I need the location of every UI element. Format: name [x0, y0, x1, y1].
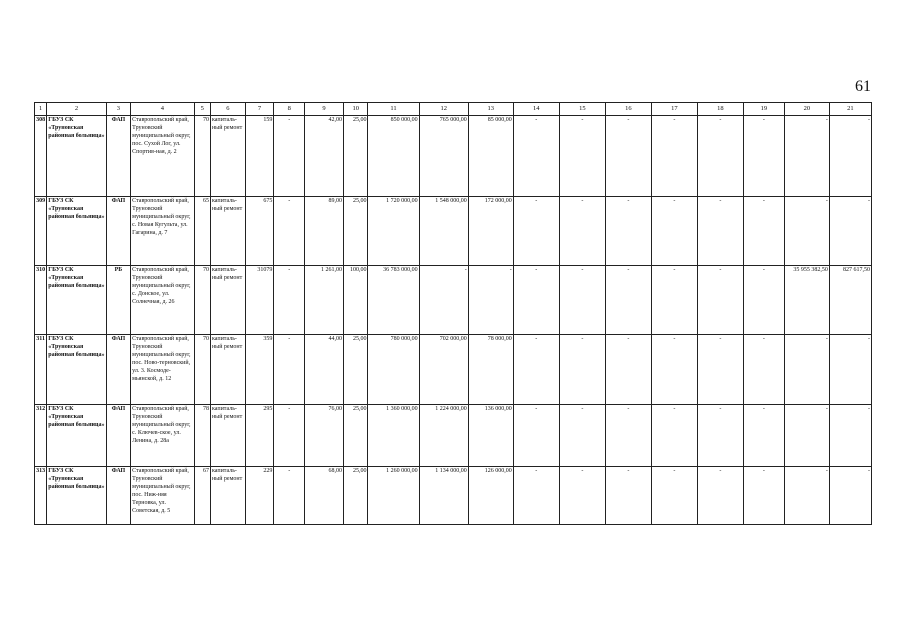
cell-col-19: -	[743, 335, 784, 405]
cell-col-7: 359	[245, 335, 274, 405]
cell-col-20: 35 955 382,50	[784, 266, 829, 335]
work-type: капиталь-ный ремонт	[210, 467, 245, 525]
cell-col-16: -	[605, 467, 651, 525]
column-header: 8	[274, 103, 305, 116]
cell-col-19: -	[743, 405, 784, 467]
cell-col-21: -	[829, 335, 871, 405]
cell-col-20: -	[784, 116, 829, 197]
column-header: 15	[559, 103, 605, 116]
cell-col-13: -	[468, 266, 513, 335]
cell-col-13: 78 000,00	[468, 335, 513, 405]
facility-address: Ставропольский край, Труновский муниципальный округ, пос. Ново-терновский, ул. 3. Космоде-мьянской, д. 12	[131, 335, 194, 405]
cell-col-12: 1 134 000,00	[419, 467, 468, 525]
column-header: 1	[35, 103, 47, 116]
column-header: 6	[210, 103, 245, 116]
header-row	[35, 103, 872, 116]
cell-col-9: 89,00	[305, 197, 344, 266]
cell-col-18: -	[697, 266, 743, 335]
facility-type: РБ	[106, 266, 131, 335]
facility-type: ФАП	[106, 467, 131, 525]
cell-col-13: 172 000,00	[468, 197, 513, 266]
column-header: 7	[245, 103, 274, 116]
table-row	[35, 266, 872, 335]
facility-type: ФАП	[106, 197, 131, 266]
cell-col-9: 42,00	[305, 116, 344, 197]
cell-col-8: -	[274, 467, 305, 525]
cell-col-21: 827 617,50	[829, 266, 871, 335]
page-number: 61	[855, 78, 871, 95]
row-number: 311	[35, 335, 47, 405]
organization-name: ГБУЗ СК «Труновская районная больница»	[47, 405, 106, 467]
facility-type: ФАП	[106, 405, 131, 467]
cell-col-18: -	[697, 116, 743, 197]
cell-col-14: -	[513, 266, 559, 335]
column-header: 19	[743, 103, 784, 116]
cell-col-11: 1 720 000,00	[368, 197, 419, 266]
cell-col-19: -	[743, 266, 784, 335]
cell-col-10: 25,00	[343, 197, 368, 266]
cell-col-21: -	[829, 467, 871, 525]
cell-col-20: -	[784, 197, 829, 266]
cell-col-20: -	[784, 335, 829, 405]
cell-col-11: 780 000,00	[368, 335, 419, 405]
cell-col-10: 100,00	[343, 266, 368, 335]
table-row	[35, 197, 872, 266]
cell-col-17: -	[651, 197, 697, 266]
cell-col-19: -	[743, 197, 784, 266]
table-row	[35, 335, 872, 405]
cell-col-15: -	[559, 405, 605, 467]
cell-col-13: 126 000,00	[468, 467, 513, 525]
cell-col-11: 1 260 000,00	[368, 467, 419, 525]
work-type: капиталь-ный ремонт	[210, 197, 245, 266]
cell-col-21: -	[829, 405, 871, 467]
table-row	[35, 116, 872, 197]
column-header: 2	[47, 103, 106, 116]
cell-col-13: 85 000,00	[468, 116, 513, 197]
cell-col-15: -	[559, 266, 605, 335]
row-number: 308	[35, 116, 47, 197]
cell-col-12: -	[419, 266, 468, 335]
cell-col-16: -	[605, 335, 651, 405]
column-header: 9	[305, 103, 344, 116]
cell-col-17: -	[651, 116, 697, 197]
cell-col-17: -	[651, 405, 697, 467]
cell-col-17: -	[651, 335, 697, 405]
column-header: 21	[829, 103, 871, 116]
facility-type: ФАП	[106, 335, 131, 405]
cell-col-15: -	[559, 116, 605, 197]
cell-col-20: -	[784, 467, 829, 525]
cell-col-19: -	[743, 467, 784, 525]
cell-col-14: -	[513, 467, 559, 525]
cell-col-12: 1 548 000,00	[419, 197, 468, 266]
facility-address: Ставропольский край, Труновский муниципальный округ, пос. Ниж-няя Терновка, ул. Советская, д. 5	[131, 467, 194, 525]
cell-col-21: -	[829, 197, 871, 266]
cell-col-15: -	[559, 467, 605, 525]
cell-col-5: 65	[194, 197, 210, 266]
cell-col-9: 1 261,00	[305, 266, 344, 335]
cell-col-5: 78	[194, 405, 210, 467]
organization-name: ГБУЗ СК «Труновская районная больница»	[47, 335, 106, 405]
facility-type: ФАП	[106, 116, 131, 197]
cell-col-16: -	[605, 266, 651, 335]
cell-col-15: -	[559, 197, 605, 266]
cell-col-15: -	[559, 335, 605, 405]
cell-col-8: -	[274, 197, 305, 266]
cell-col-9: 44,00	[305, 335, 344, 405]
cell-col-7: 295	[245, 405, 274, 467]
column-header: 12	[419, 103, 468, 116]
facility-address: Ставропольский край, Труновский муниципальный округ, с. Ключев-ское, ул. Ленина, д. 28а	[131, 405, 194, 467]
cell-col-7: 675	[245, 197, 274, 266]
column-header: 20	[784, 103, 829, 116]
column-header: 17	[651, 103, 697, 116]
cell-col-12: 765 000,00	[419, 116, 468, 197]
cell-col-17: -	[651, 266, 697, 335]
cell-col-17: -	[651, 467, 697, 525]
facility-address: Ставропольский край, Труновский муниципальный округ, с. Донское, ул. Солнечная, д. 26	[131, 266, 194, 335]
table-row	[35, 467, 872, 525]
cell-col-19: -	[743, 116, 784, 197]
column-header: 4	[131, 103, 194, 116]
cell-col-14: -	[513, 197, 559, 266]
cell-col-16: -	[605, 197, 651, 266]
register-table	[34, 102, 872, 525]
cell-col-12: 702 000,00	[419, 335, 468, 405]
row-number: 310	[35, 266, 47, 335]
cell-col-7: 159	[245, 116, 274, 197]
cell-col-11: 36 783 000,00	[368, 266, 419, 335]
cell-col-7: 229	[245, 467, 274, 525]
facility-address: Ставропольский край, Труновский муниципальный округ, пос. Сухой Лог, ул. Спортив-ная, д. 2	[131, 116, 194, 197]
column-header: 13	[468, 103, 513, 116]
cell-col-18: -	[697, 467, 743, 525]
cell-col-8: -	[274, 116, 305, 197]
table-body	[35, 116, 872, 525]
cell-col-8: -	[274, 405, 305, 467]
column-header: 10	[343, 103, 368, 116]
cell-col-9: 68,00	[305, 467, 344, 525]
cell-col-20: -	[784, 405, 829, 467]
cell-col-13: 136 000,00	[468, 405, 513, 467]
column-header: 11	[368, 103, 419, 116]
cell-col-16: -	[605, 405, 651, 467]
cell-col-10: 25,00	[343, 116, 368, 197]
cell-col-14: -	[513, 116, 559, 197]
cell-col-12: 1 224 000,00	[419, 405, 468, 467]
organization-name: ГБУЗ СК «Труновская районная больница»	[47, 467, 106, 525]
column-header: 18	[697, 103, 743, 116]
cell-col-5: 70	[194, 266, 210, 335]
cell-col-18: -	[697, 335, 743, 405]
row-number: 313	[35, 467, 47, 525]
column-header: 14	[513, 103, 559, 116]
organization-name: ГБУЗ СК «Труновская районная больница»	[47, 197, 106, 266]
cell-col-10: 25,00	[343, 467, 368, 525]
cell-col-10: 25,00	[343, 405, 368, 467]
cell-col-9: 76,00	[305, 405, 344, 467]
cell-col-18: -	[697, 197, 743, 266]
cell-col-7: 31079	[245, 266, 274, 335]
cell-col-5: 67	[194, 467, 210, 525]
work-type: капиталь-ный ремонт	[210, 116, 245, 197]
organization-name: ГБУЗ СК «Труновская районная больница»	[47, 266, 106, 335]
cell-col-14: -	[513, 405, 559, 467]
work-type: капиталь-ный ремонт	[210, 405, 245, 467]
cell-col-14: -	[513, 335, 559, 405]
row-number: 309	[35, 197, 47, 266]
cell-col-16: -	[605, 116, 651, 197]
row-number: 312	[35, 405, 47, 467]
table-row	[35, 405, 872, 467]
column-header: 16	[605, 103, 651, 116]
cell-col-5: 70	[194, 335, 210, 405]
cell-col-5: 70	[194, 116, 210, 197]
cell-col-8: -	[274, 266, 305, 335]
work-type: капиталь-ный ремонт	[210, 335, 245, 405]
facility-address: Ставропольский край, Труновский муниципальный округ, с. Новая Кугульта, ул. Гагарина, д. 7	[131, 197, 194, 266]
cell-col-18: -	[697, 405, 743, 467]
column-header: 3	[106, 103, 131, 116]
cell-col-8: -	[274, 335, 305, 405]
organization-name: ГБУЗ СК «Труновская районная больница»	[47, 116, 106, 197]
cell-col-11: 1 360 000,00	[368, 405, 419, 467]
cell-col-10: 25,00	[343, 335, 368, 405]
cell-col-21: -	[829, 116, 871, 197]
work-type: капиталь-ный ремонт	[210, 266, 245, 335]
cell-col-11: 850 000,00	[368, 116, 419, 197]
column-header: 5	[194, 103, 210, 116]
